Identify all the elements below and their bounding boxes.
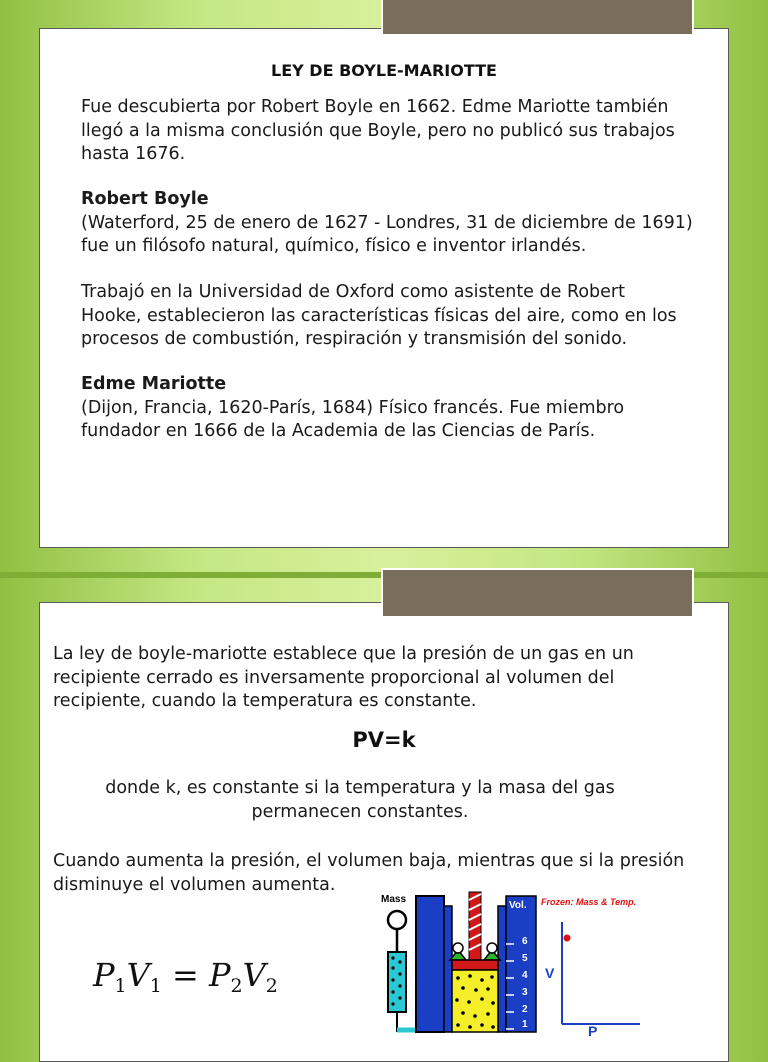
- slide-title: LEY DE BOYLE-MARIOTTE: [271, 61, 497, 80]
- graph-v-label: V: [545, 965, 555, 981]
- intro-line: Fue descubierta por Robert Boyle en 1662. Edme Mariotte también: [81, 97, 669, 117]
- mass-label: Mass: [381, 894, 407, 905]
- statement-line: La ley de boyle-mariotte establece que la presión de un gas en un: [53, 644, 634, 664]
- statement-line: recipiente cerrado es inversamente proporcional al volumen del: [53, 667, 615, 688]
- boyle-work-paragraph: [81, 281, 677, 352]
- constant-explanation: [0, 777, 720, 824]
- relation-line: disminuye el volumen aumenta.: [53, 874, 336, 895]
- boyle-work-line: Hooke, establecieron las características físicas del aire, como en los: [81, 305, 677, 326]
- slide-2: [0, 576, 768, 1039]
- formula-pv-k: PV=k: [352, 728, 416, 752]
- mariotte-bio-line: (Dijon, Francia, 1620-París, 1684) Físico francés. Fue miembro: [81, 397, 625, 418]
- pressure-volume-relation: [53, 850, 684, 897]
- intro-line: llegó a la misma conclusión que Boyle, pero no publicó sus trabajos: [81, 120, 675, 141]
- scale-tick-label: 3: [522, 987, 528, 998]
- volume-label: Vol.: [509, 900, 527, 911]
- intro-paragraph: [81, 96, 675, 167]
- boyle-bio-line: (Waterford, 25 de enero de 1627 - Londres, 31 de diciembre de 1691): [81, 212, 693, 233]
- law-statement: [53, 643, 634, 714]
- graph-p-label: P: [588, 1023, 598, 1039]
- state-point: [564, 935, 571, 942]
- mariotte-section: [81, 373, 624, 444]
- title-tab-decoration: [381, 0, 694, 36]
- scale-tick-label: 5: [522, 953, 528, 964]
- statement-line: recipiente, cuando la temperatura es constante.: [53, 691, 477, 711]
- scale-tick-label: 6: [522, 936, 528, 947]
- boyle-equation: $P_1V_1 = P_2V_2$: [93, 956, 278, 997]
- frozen-label: Frozen: Mass & Temp.: [541, 897, 637, 907]
- title-tab-decoration: [381, 568, 694, 618]
- blue-column: [416, 896, 444, 1032]
- boyle-work-line: Trabajó en la Universidad de Oxford como asistente de Robert: [81, 282, 625, 302]
- gas-piston-simulation: [378, 892, 648, 1039]
- boyle-work-line: procesos de combustión, respiración y transmisión del sonido.: [81, 329, 628, 349]
- scale-tick-label: 4: [522, 970, 528, 981]
- boyle-bio-line: fue un filósofo natural, químico, físico e inventor irlandés.: [81, 236, 587, 256]
- scale-tick-label: 1: [522, 1019, 528, 1030]
- relation-line: Cuando aumenta la presión, el volumen baja, mientras que si la presión: [53, 851, 685, 871]
- intro-line: hasta 1676.: [81, 144, 186, 164]
- scale-tick-label: 2: [522, 1004, 528, 1015]
- mariotte-heading: Edme Mariotte: [81, 374, 227, 394]
- mass-knob-icon: [388, 911, 406, 929]
- explanation-line: donde k, es constante si la temperatura y la masa del gas: [105, 778, 615, 798]
- mass-reservoir: [388, 952, 406, 1012]
- explanation-line: permanecen constantes.: [251, 801, 469, 822]
- mariotte-bio-line: fundador en 1666 de la Academia de las Ciencias de París.: [81, 421, 596, 441]
- boyle-heading: Robert Boyle: [81, 189, 209, 209]
- simulation-graphic: [378, 892, 648, 1032]
- piston-plate: [452, 960, 498, 970]
- boyle-section: [81, 188, 693, 259]
